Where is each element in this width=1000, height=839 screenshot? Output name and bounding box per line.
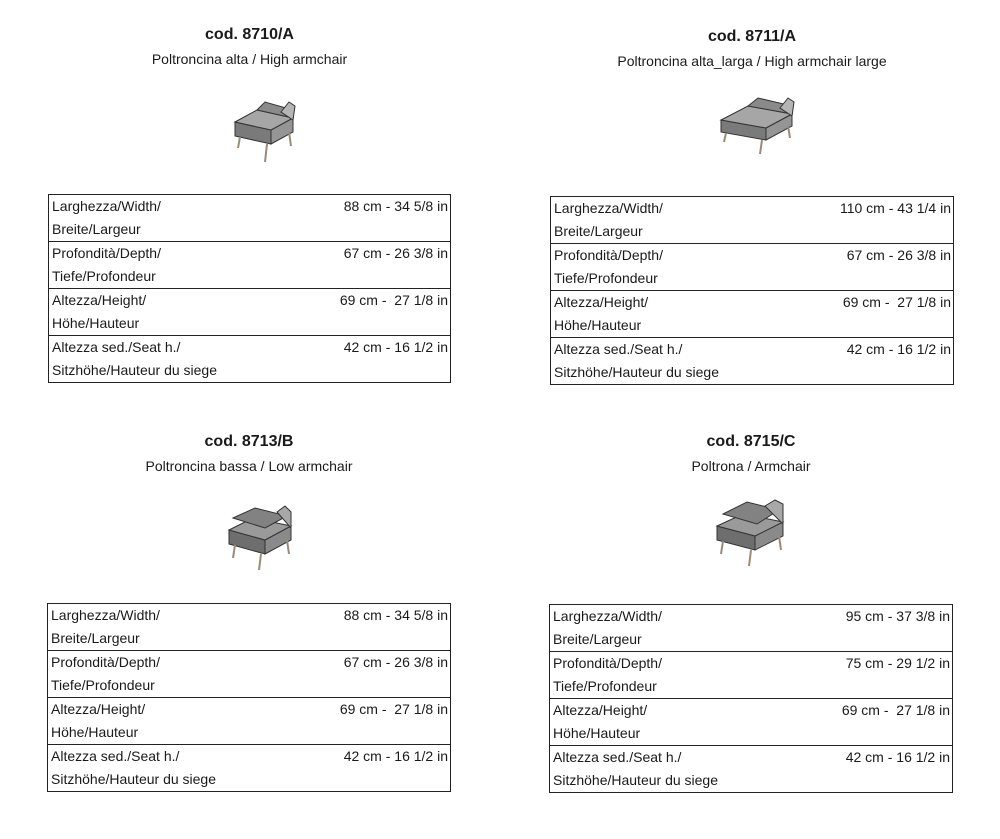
table-row bbox=[49, 195, 451, 242]
table-row bbox=[551, 338, 954, 385]
width-label: Larghezza/Width/ bbox=[554, 200, 663, 216]
width-label: Larghezza/Width/ bbox=[51, 607, 160, 623]
height-label-2: Höhe/Hauteur bbox=[553, 725, 641, 741]
table-row bbox=[550, 652, 953, 699]
table-row bbox=[550, 605, 953, 652]
product-description: Poltroncina bassa / Low armchair bbox=[145, 458, 353, 474]
depth-value: 67 cm - 26 3/8 in bbox=[790, 244, 954, 291]
depth-value: 67 cm - 26 3/8 in bbox=[290, 242, 451, 289]
width-label: Larghezza/Width/ bbox=[553, 608, 662, 624]
width-value: 95 cm - 37 3/8 in bbox=[791, 605, 952, 652]
table-row bbox=[48, 745, 451, 792]
seat-height-value: 42 cm - 16 1/2 in bbox=[289, 745, 450, 792]
seat-height-label-2: Sitzhöhe/Hauteur du siege bbox=[52, 362, 217, 378]
table-row bbox=[551, 244, 954, 291]
height-value: 69 cm - 27 1/8 in bbox=[790, 291, 954, 338]
depth-label: Profondità/Depth/ bbox=[52, 245, 161, 261]
product-description: Poltroncina alta / High armchair bbox=[151, 51, 348, 67]
armchair-icon bbox=[713, 498, 789, 570]
depth-label: Profondità/Depth/ bbox=[51, 654, 160, 670]
width-value: 110 cm - 43 1/4 in bbox=[790, 197, 954, 244]
seat-height-label-2: Sitzhöhe/Hauteur du siege bbox=[554, 364, 719, 380]
dimensions-table bbox=[550, 196, 954, 385]
height-label: Altezza/Height/ bbox=[51, 701, 146, 717]
depth-value: 67 cm - 26 3/8 in bbox=[289, 651, 450, 698]
depth-label-2: Tiefe/Profondeur bbox=[553, 678, 657, 694]
depth-label-2: Tiefe/Profondeur bbox=[554, 270, 658, 286]
height-value: 69 cm - 27 1/8 in bbox=[290, 289, 451, 336]
height-label: Altezza/Height/ bbox=[554, 294, 649, 310]
table-row bbox=[49, 336, 451, 383]
seat-height-value: 42 cm - 16 1/2 in bbox=[290, 336, 451, 383]
product-description: Poltroncina alta_larga / High armchair large bbox=[617, 53, 887, 69]
product-8710A bbox=[48, 0, 451, 390]
height-value: 69 cm - 27 1/8 in bbox=[791, 699, 952, 746]
height-label: Altezza/Height/ bbox=[52, 292, 147, 308]
table-row bbox=[48, 604, 451, 651]
table-row bbox=[551, 291, 954, 338]
depth-label: Profondità/Depth/ bbox=[554, 247, 663, 263]
high-armchair-icon bbox=[231, 100, 299, 166]
height-label-2: Höhe/Hauteur bbox=[554, 317, 642, 333]
product-code: cod. 8715/C bbox=[706, 433, 796, 450]
table-row bbox=[49, 289, 451, 336]
width-label-2: Breite/Largeur bbox=[51, 630, 140, 646]
width-value: 88 cm - 34 5/8 in bbox=[289, 604, 450, 651]
seat-height-label: Altezza sed./Seat h./ bbox=[51, 748, 180, 764]
height-label-2: Höhe/Hauteur bbox=[52, 315, 140, 331]
low-armchair-icon bbox=[225, 504, 297, 574]
width-label: Larghezza/Width/ bbox=[52, 198, 161, 214]
table-row bbox=[550, 699, 953, 746]
product-8713B bbox=[47, 412, 451, 802]
dimensions-table bbox=[549, 604, 953, 793]
product-code: cod. 8713/B bbox=[204, 433, 294, 450]
depth-label-2: Tiefe/Profondeur bbox=[51, 677, 155, 693]
table-row bbox=[551, 197, 954, 244]
table-row bbox=[49, 242, 451, 289]
depth-value: 75 cm - 29 1/2 in bbox=[791, 652, 952, 699]
product-8715C bbox=[549, 412, 953, 802]
height-value: 69 cm - 27 1/8 in bbox=[289, 698, 450, 745]
depth-label-2: Tiefe/Profondeur bbox=[52, 268, 156, 284]
seat-height-value: 42 cm - 16 1/2 in bbox=[790, 338, 954, 385]
table-row bbox=[48, 698, 451, 745]
height-label: Altezza/Height/ bbox=[553, 702, 648, 718]
width-label-2: Breite/Largeur bbox=[553, 631, 642, 647]
width-value: 88 cm - 34 5/8 in bbox=[290, 195, 451, 242]
width-label-2: Breite/Largeur bbox=[52, 221, 141, 237]
seat-height-label-2: Sitzhöhe/Hauteur du siege bbox=[553, 772, 718, 788]
product-description: Poltrona / Armchair bbox=[691, 458, 811, 474]
product-8711A bbox=[550, 0, 954, 390]
high-armchair-large-icon bbox=[718, 96, 798, 158]
seat-height-label: Altezza sed./Seat h./ bbox=[553, 749, 682, 765]
seat-height-label-2: Sitzhöhe/Hauteur du siege bbox=[51, 771, 216, 787]
seat-height-label: Altezza sed./Seat h./ bbox=[554, 341, 683, 357]
height-label-2: Höhe/Hauteur bbox=[51, 724, 139, 740]
product-code: cod. 8710/A bbox=[205, 26, 294, 43]
seat-height-label: Altezza sed./Seat h./ bbox=[52, 339, 181, 355]
product-code: cod. 8711/A bbox=[707, 28, 797, 45]
table-row bbox=[550, 746, 953, 793]
seat-height-value: 42 cm - 16 1/2 in bbox=[791, 746, 952, 793]
width-label-2: Breite/Largeur bbox=[554, 223, 643, 239]
dimensions-table bbox=[48, 194, 451, 383]
dimensions-table bbox=[47, 603, 451, 792]
depth-label: Profondità/Depth/ bbox=[553, 655, 662, 671]
table-row bbox=[48, 651, 451, 698]
